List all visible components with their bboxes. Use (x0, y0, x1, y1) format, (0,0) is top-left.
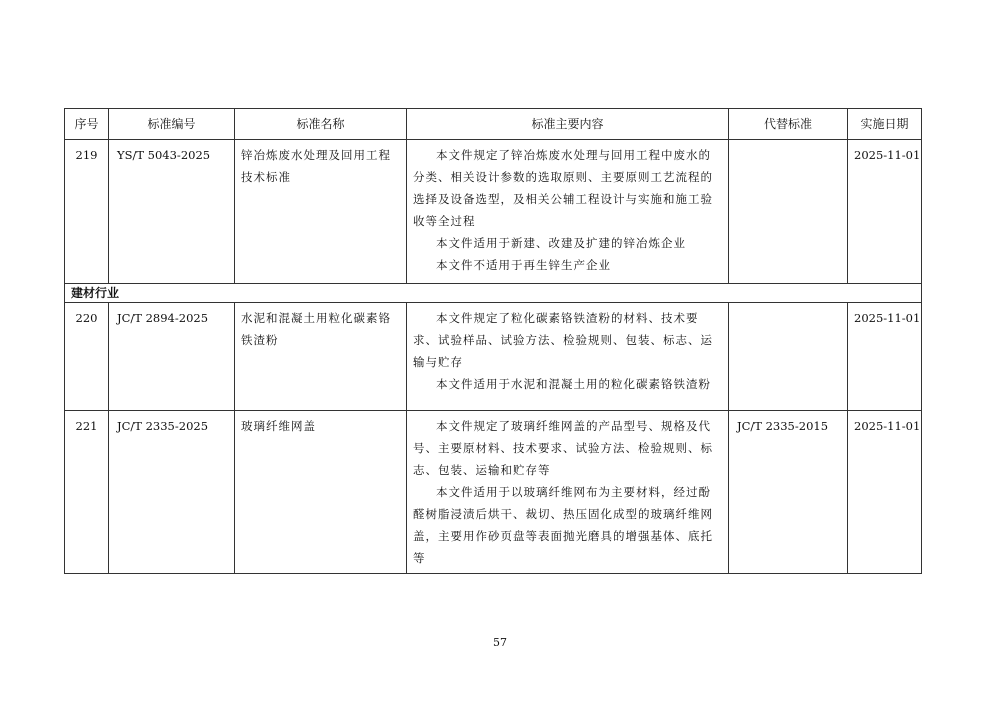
row-name: 玻璃纤维网盖 (235, 411, 407, 574)
content-paragraph: 本文件不适用于再生锌生产企业 (436, 258, 611, 272)
content-paragraph: 本文件适用于新建、改建及扩建的锌冶炼企业 (436, 236, 686, 250)
content-paragraph: 本文件适用于水泥和混凝土用的粒化碳素铬铁渣粉 (436, 377, 711, 391)
header-no: 序号 (65, 109, 109, 140)
row-replaces (729, 303, 848, 411)
header-name: 标准名称 (235, 109, 407, 140)
row-name: 水泥和混凝土用粒化碳素铬铁渣粉 (235, 303, 407, 411)
row-no: 219 (65, 140, 109, 284)
section-row (65, 284, 922, 303)
row-content (407, 140, 729, 284)
row-date: 2025-11-01 (848, 140, 922, 284)
table-header-row (65, 109, 922, 140)
header-content: 标准主要内容 (407, 109, 729, 140)
page-number: 57 (493, 636, 507, 649)
content-paragraph: 本文件规定了粒化碳素铬铁渣粉的材料、技术要求、试验样品、试验方法、检验规则、包装、标志、运输与贮存 (413, 311, 713, 369)
header-date: 实施日期 (848, 109, 922, 140)
row-content (407, 303, 729, 411)
row-no: 221 (65, 411, 109, 574)
header-code: 标准编号 (109, 109, 235, 140)
row-name: 锌冶炼废水处理及回用工程技术标准 (235, 140, 407, 284)
row-code: YS/T 5043-2025 (109, 140, 235, 284)
content-paragraph: 本文件适用于以玻璃纤维网布为主要材料，经过酚醛树脂浸渍后烘干、裁切、热压固化成型的玻璃纤维网盖，主要用作砂页盘等表面抛光磨具的增强基体、底托等 (413, 485, 713, 565)
table-row (65, 411, 922, 574)
table-row (65, 140, 922, 284)
row-date: 2025-11-01 (848, 411, 922, 574)
header-replaces: 代替标准 (729, 109, 848, 140)
section-label: 建材行业 (65, 284, 922, 303)
row-content (407, 411, 729, 574)
content-paragraph: 本文件规定了玻璃纤维网盖的产品型号、规格及代号、主要原材料、技术要求、试验方法、检验规则、标志、包装、运输和贮存等 (413, 419, 713, 477)
row-date: 2025-11-01 (848, 303, 922, 411)
row-replaces (729, 140, 848, 284)
row-replaces: JC/T 2335-2015 (729, 411, 848, 574)
row-code: JC/T 2335-2025 (109, 411, 235, 574)
row-no: 220 (65, 303, 109, 411)
table-row (65, 303, 922, 411)
content-paragraph: 本文件规定了锌冶炼废水处理与回用工程中废水的分类、相关设计参数的选取原则、主要原则工艺流程的选择及设备选型，及相关公辅工程设计与实施和施工验收等全过程 (413, 148, 713, 228)
row-code: JC/T 2894-2025 (109, 303, 235, 411)
standards-table (64, 108, 922, 574)
